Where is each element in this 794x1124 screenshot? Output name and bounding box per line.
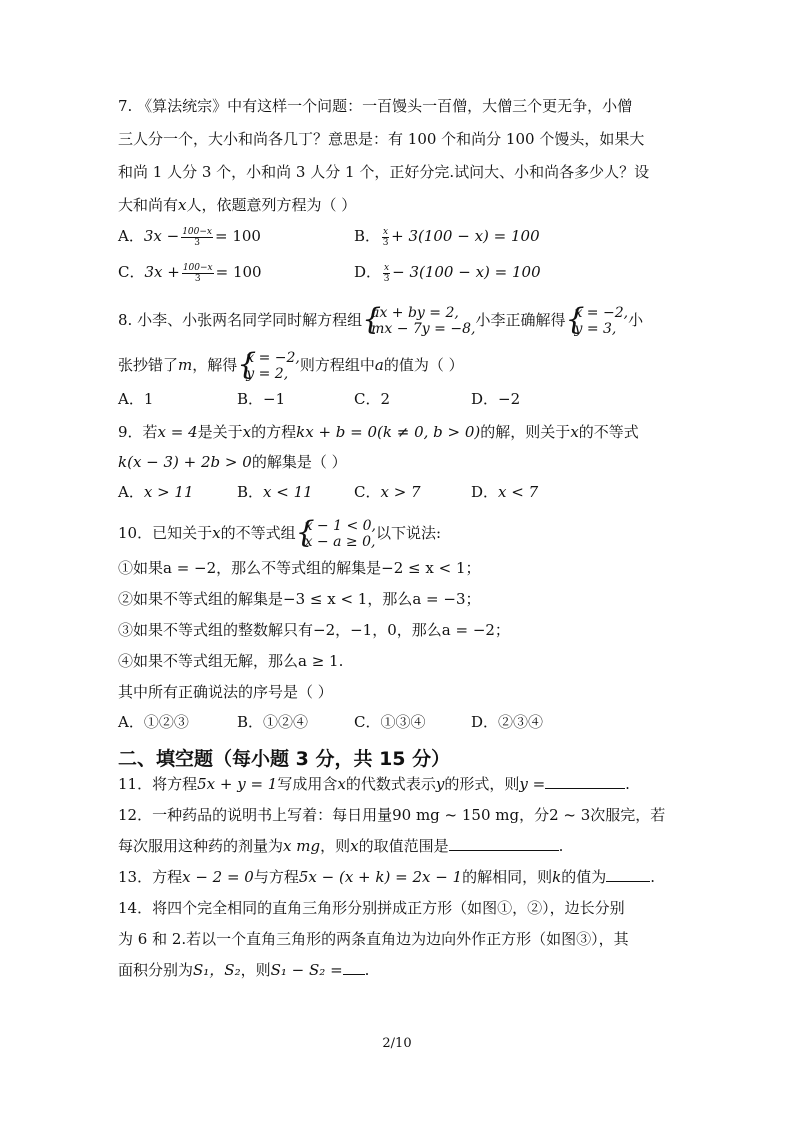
math: x: [212, 524, 221, 542]
q10-statement-1: ①如果a = −2，那么不等式组的解集是−2 ≤ x < 1；: [118, 559, 481, 577]
math: m: [178, 356, 193, 374]
q10-ask: 其中所有正确说法的序号是（ ）: [118, 683, 333, 701]
math: y =: [519, 775, 546, 793]
q9-line2: [118, 452, 678, 472]
q7-line4: [118, 195, 678, 215]
q13-text: 的解相同，则: [462, 868, 553, 886]
system-row: x − a ≥ 0,: [304, 534, 376, 550]
q14-text: ，则: [240, 961, 271, 979]
option-label: B．: [237, 483, 264, 501]
math: x > 7: [380, 483, 421, 501]
q12-line1: 12．一种药品的说明书上写着：每日用量90 mg ~ 150 mg，分2 ~ 3次服完，若: [118, 806, 666, 824]
brace-icon: {: [362, 302, 382, 337]
q8-text: ，解得: [192, 356, 238, 374]
q14-text: 面积分别为: [118, 961, 194, 979]
fraction: [182, 263, 214, 284]
q8-option-c[interactable]: C．2: [354, 390, 391, 408]
inequality-system: [295, 515, 376, 550]
q12-text: ，则: [320, 837, 351, 855]
math: x − 2 = 0: [182, 868, 254, 886]
q10-option-d[interactable]: D．②③④: [471, 713, 544, 731]
q7-line2: 三人分一个，大小和尚各几丁？意思是：有 100 个和尚分 100 个馒头，如果大: [118, 130, 645, 148]
q8-line2: [118, 347, 678, 382]
math: 3x −: [143, 227, 180, 245]
q11-text: 写成用含: [277, 775, 338, 793]
q8-line1: [118, 302, 678, 337]
math: x = 4: [157, 423, 198, 441]
math: − 3(100 − x) = 100: [392, 263, 541, 281]
q11-text: 的代数式表示: [345, 775, 436, 793]
q9-text: 的不等式: [578, 423, 639, 441]
q10-option-c[interactable]: C．①③④: [354, 713, 426, 731]
q7-var: x: [178, 196, 187, 214]
math: x < 7: [498, 483, 539, 501]
math: S₁ − S₂ =: [270, 961, 343, 979]
q7-line1: 7. 《算法统宗》中有这样一个问题：一百馒头一百僧，大僧三个更无争，小僧: [118, 97, 633, 115]
q12-text: .: [558, 837, 564, 855]
math: y: [435, 775, 445, 793]
numerator: x: [383, 226, 389, 237]
math: S₁，S₂: [193, 961, 241, 979]
q13-text: 13．方程: [118, 868, 183, 886]
q9-text: 的解，则关于: [480, 423, 571, 441]
denominator: 3: [194, 273, 201, 284]
equation-system: [565, 302, 629, 337]
q8-option-d[interactable]: D．−2: [471, 390, 521, 408]
q11-text: 的形式，则: [444, 775, 520, 793]
q10-text: 10．已知关于: [118, 524, 213, 542]
answer-blank[interactable]: [606, 867, 650, 882]
q14-line3: [118, 960, 678, 980]
q13-text: 与方程: [253, 868, 299, 886]
q10-statement-3: ③如果不等式组的整数解只有−2，−1，0，那么a = −2；: [118, 621, 510, 639]
q7-line3: 和尚 1 人分 3 个，小和尚 3 人分 1 个，正好分完.试问大、小和尚各多少人？设: [118, 163, 650, 181]
q14-line1: 14．将四个完全相同的直角三角形分别拼成正方形（如图①，②），边长分别: [118, 899, 625, 917]
math: x: [350, 837, 359, 855]
q8-text: 小: [628, 311, 644, 329]
math: k(x − 3) + 2b > 0: [118, 453, 252, 471]
option-label: D．: [471, 483, 499, 501]
system-row: x = −2,: [246, 350, 300, 366]
math: x > 11: [143, 483, 194, 501]
q7-text: 人，依题意列方程为（ ）: [186, 196, 357, 214]
brace-icon: {: [295, 515, 315, 550]
q11-text: 11．将方程: [118, 775, 198, 793]
denominator: 3: [194, 237, 200, 248]
q10-statement-2: ②如果不等式组的解集是−3 ≤ x < 1，那么a = −3；: [118, 590, 481, 608]
math: 5x − (x + k) = 2x − 1: [298, 868, 463, 886]
q7-option-c[interactable]: [118, 262, 262, 284]
q13-text: .: [650, 868, 656, 886]
math: x < 11: [263, 483, 313, 501]
q9-option-d[interactable]: [471, 482, 538, 502]
q10-line1: [118, 515, 678, 550]
math: 3x +: [144, 263, 180, 281]
fraction: [382, 227, 389, 248]
q12-line2: [118, 836, 678, 856]
math: + 3(100 − x) = 100: [391, 227, 540, 245]
answer-blank[interactable]: [449, 836, 559, 851]
q14-text: .: [364, 961, 370, 979]
denominator: 3: [383, 273, 390, 284]
fraction: [383, 263, 390, 284]
q8-text: 则方程组中: [299, 356, 375, 374]
brace-icon: {: [565, 302, 585, 337]
option-label: D．: [354, 263, 382, 281]
system-row: mx − 7y = −8,: [371, 321, 476, 337]
q8-text: 小李正确解得: [475, 311, 566, 329]
q13-text: 的值为: [561, 868, 607, 886]
system-row: ax + by = 2,: [371, 305, 459, 321]
q9-text: 的方程: [251, 423, 297, 441]
q9-line1: [118, 422, 678, 442]
q9-option-a[interactable]: [118, 482, 194, 502]
q10-option-a[interactable]: A．①②③: [118, 713, 189, 731]
q11-line: [118, 774, 678, 794]
q7-option-a[interactable]: [118, 226, 261, 248]
math: kx + b = 0(k ≠ 0, b > 0): [296, 423, 481, 441]
q9-text: 的解集是（ ）: [251, 453, 347, 471]
q9-text: 9．若: [118, 423, 158, 441]
math: = 100: [214, 227, 261, 245]
answer-blank[interactable]: [545, 774, 625, 789]
math: 5x + y = 1: [197, 775, 278, 793]
denominator: 3: [382, 237, 389, 248]
math: k: [552, 868, 562, 886]
math: a: [374, 356, 384, 374]
q7-option-b[interactable]: [354, 226, 540, 248]
q9-option-c[interactable]: [354, 482, 421, 502]
equation-system: [237, 347, 300, 382]
math: x mg: [283, 837, 321, 855]
equation-system: [362, 302, 476, 337]
fraction: [181, 227, 213, 248]
q10-option-b[interactable]: B．①②④: [237, 713, 309, 731]
math: x: [242, 423, 252, 441]
q8-option-a[interactable]: A．1: [118, 390, 154, 408]
system-row: x = −2,: [574, 305, 629, 321]
numerator: x: [384, 262, 390, 273]
q8-text: 的值为（ ）: [383, 356, 464, 374]
answer-blank[interactable]: [343, 960, 365, 975]
numerator: 100−x: [182, 226, 212, 237]
system-row: y = 3,: [574, 321, 617, 337]
system-row: x − 1 < 0,: [304, 518, 376, 534]
numerator: 100−x: [182, 262, 213, 273]
q7-option-d[interactable]: [354, 262, 541, 284]
q10-text: 的不等式组: [220, 524, 296, 542]
math: x: [570, 423, 579, 441]
q12-text: 每次服用这种药的剂量为: [118, 837, 284, 855]
option-label: A．: [118, 227, 144, 245]
option-label: C．: [118, 263, 145, 281]
q13-line: [118, 867, 678, 887]
q9-option-b[interactable]: [237, 482, 313, 502]
math: x: [337, 775, 346, 793]
brace-icon: {: [237, 347, 257, 382]
q8-option-b[interactable]: B．−1: [237, 390, 286, 408]
q8-text: 张抄错了: [118, 356, 179, 374]
q10-text: 以下说法:: [376, 524, 442, 542]
q8-text: 8. 小李、小张两名同学同时解方程组: [118, 311, 363, 329]
option-label: A．: [118, 483, 144, 501]
system-row: y = 2,: [246, 366, 289, 382]
q9-text: 是关于: [197, 423, 243, 441]
q7-text: 大和尚有: [118, 196, 179, 214]
q10-statement-4: ④如果不等式组无解，那么a ≥ 1.: [118, 652, 344, 670]
math: = 100: [215, 263, 262, 281]
q11-text: .: [625, 775, 630, 793]
option-label: C．: [354, 483, 381, 501]
q12-text: 的取值范围是: [358, 837, 449, 855]
section-heading: 二、填空题（每小题 3 分，共 15 分）: [118, 748, 451, 770]
q14-line2: 为 6 和 2.若以一个直角三角形的两条直角边为边向外作正方形（如图③），其: [118, 930, 629, 948]
page-number: 2/10: [382, 1036, 412, 1051]
option-label: B．: [354, 227, 381, 245]
